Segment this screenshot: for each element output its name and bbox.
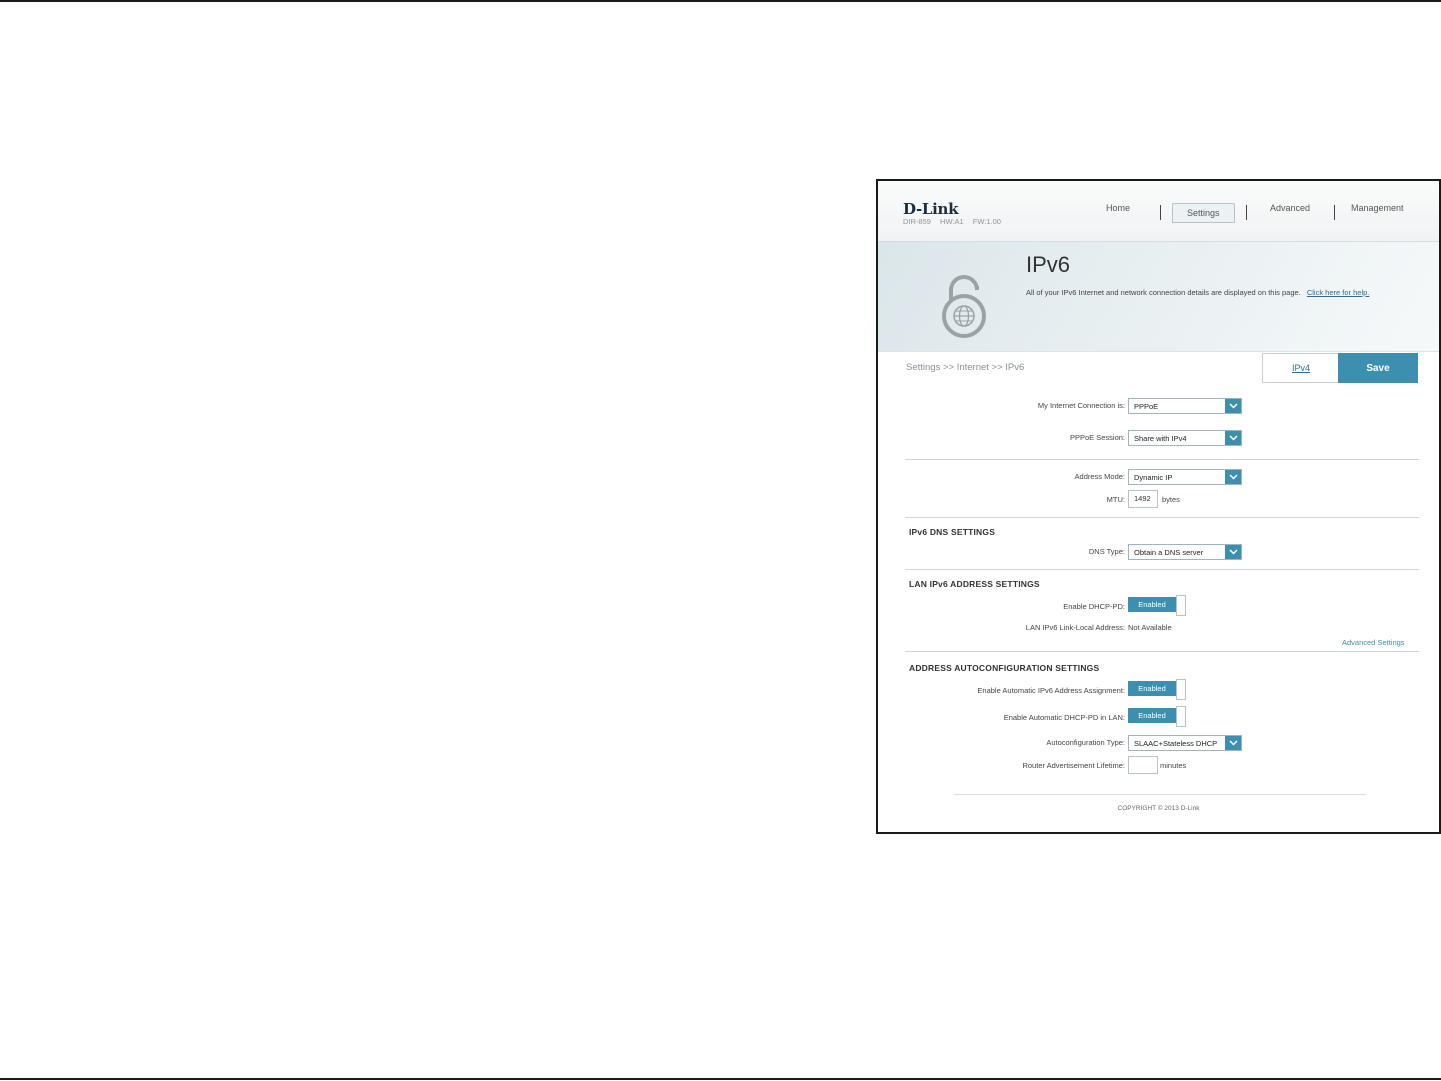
device-info — [903, 217, 1008, 226]
nav-settings[interactable]: Settings — [1172, 203, 1235, 223]
toggle-knob — [1176, 595, 1186, 616]
page-title: IPv6 — [1026, 252, 1071, 277]
footer-divider — [954, 794, 1366, 795]
header-bar — [878, 181, 1439, 242]
lan-ipv6-section-title: LAN IPv6 ADDRESS SETTINGS — [909, 579, 1040, 589]
dns-type-label: DNS Type: — [1088, 547, 1125, 556]
chevron-down-icon — [1225, 545, 1241, 559]
my-internet-connection-label: My Internet Connection is: — [1037, 401, 1125, 410]
enable-dhcp-pd-label: Enable DHCP-PD: — [1063, 602, 1125, 611]
fw-label: FW:1.00 — [972, 217, 1001, 226]
autoconfig-type-value: SLAAC+Stateless DHCP — [1134, 739, 1218, 748]
nav-divider — [1334, 205, 1335, 220]
chevron-down-icon — [1225, 736, 1241, 750]
pppoe-session-value: Share with IPv4 — [1134, 434, 1187, 443]
autoconfig-type-select[interactable] — [1128, 735, 1242, 751]
autoconfig-type-label: Autoconfiguration Type: — [1046, 738, 1125, 747]
nav-divider — [1246, 205, 1247, 220]
toggle-knob — [1176, 706, 1186, 727]
nav-home[interactable]: Home — [1106, 203, 1131, 213]
section-divider — [905, 517, 1419, 518]
address-mode-select[interactable] — [1128, 469, 1242, 485]
mtu-label: MTU: — [1106, 495, 1125, 504]
lifetime-unit: minutes — [1160, 761, 1187, 770]
auto-dhcp-pd-toggle-state: Enabled — [1128, 708, 1176, 723]
link-local-address-value: Not Available — [1128, 623, 1172, 632]
save-button[interactable]: Save — [1338, 353, 1418, 383]
page-bottom-rule — [0, 1078, 1441, 1080]
page-description-text: All of your IPv6 Internet and network connection details are displayed on this page. — [1026, 288, 1301, 297]
section-divider — [905, 569, 1419, 570]
ipv6-dns-section-title: IPv6 DNS SETTINGS — [909, 527, 996, 537]
autoconfig-section-title: ADDRESS AUTOCONFIGURATION SETTINGS — [909, 663, 1100, 673]
internet-connection-select[interactable] — [1128, 398, 1242, 414]
router-ui-screenshot — [876, 179, 1441, 834]
chevron-down-icon — [1225, 470, 1241, 484]
auto-dhcp-pd-label: Enable Automatic DHCP-PD in LAN: — [1003, 713, 1125, 722]
help-link[interactable]: Click here for help. — [1306, 288, 1370, 297]
auto-ipv6-assignment-toggle[interactable] — [1128, 679, 1186, 699]
chevron-down-icon — [1225, 399, 1241, 413]
page-top-rule — [0, 0, 1441, 2]
router-adv-lifetime-input[interactable] — [1128, 756, 1158, 774]
model-label: DIR-859 — [903, 217, 931, 226]
page-hero — [878, 242, 1439, 352]
section-divider — [905, 651, 1419, 652]
pppoe-session-select[interactable] — [1128, 430, 1242, 446]
mtu-unit: bytes — [1162, 495, 1180, 504]
nav-management[interactable]: Management — [1351, 203, 1404, 213]
dns-type-select[interactable] — [1128, 544, 1242, 560]
dhcp-pd-toggle[interactable] — [1128, 595, 1186, 615]
hw-label: HW:A1 — [940, 217, 964, 226]
nav-advanced[interactable]: Advanced — [1270, 203, 1311, 213]
router-adv-lifetime-label: Router Advertisement Lifetime: — [1022, 761, 1125, 770]
section-divider — [905, 459, 1419, 460]
address-mode-value: Dynamic IP — [1134, 473, 1173, 482]
dlink-logo: D-Link — [903, 200, 959, 218]
nav-divider — [1160, 205, 1161, 220]
advanced-settings-link[interactable]: Advanced Settings — [1342, 638, 1405, 647]
toggle-knob — [1176, 679, 1186, 700]
pppoe-session-label: PPPoE Session: — [1069, 433, 1125, 442]
address-mode-label: Address Mode: — [1074, 472, 1125, 481]
ipv6-lock-globe-icon — [941, 272, 987, 338]
auto-dhcp-pd-toggle[interactable] — [1128, 706, 1186, 726]
ipv4-link-button[interactable]: IPv4 — [1262, 353, 1339, 383]
auto-ipv6-assignment-label: Enable Automatic IPv6 Address Assignment: — [977, 686, 1125, 695]
dhcp-pd-toggle-state: Enabled — [1128, 597, 1176, 612]
breadcrumb: Settings >> Internet >> IPv6 — [906, 362, 1025, 373]
mtu-input[interactable]: 1492 — [1128, 490, 1158, 508]
internet-connection-value: PPPoE — [1134, 402, 1159, 411]
page-description — [1026, 288, 1369, 297]
copyright: COPYRIGHT © 2013 D-Link — [1117, 805, 1200, 812]
chevron-down-icon — [1225, 431, 1241, 445]
link-local-address-label: LAN IPv6 Link-Local Address: — [1025, 623, 1125, 632]
auto-ipv6-toggle-state: Enabled — [1128, 681, 1176, 696]
dns-type-value: Obtain a DNS server — [1134, 548, 1204, 557]
